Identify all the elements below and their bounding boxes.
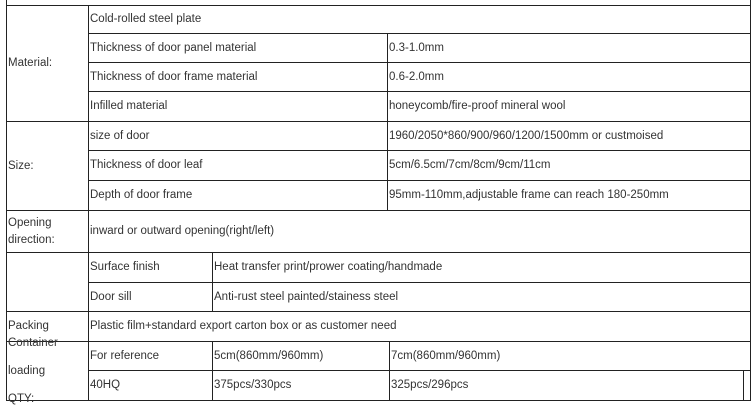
material-cell bbox=[88, 5, 751, 34]
finish-value bbox=[212, 282, 751, 312]
material-value bbox=[387, 33, 751, 63]
finish-label bbox=[6, 252, 89, 312]
cell-text: Plastic film+standard export carton box or as customer need bbox=[90, 320, 397, 332]
container-cell bbox=[212, 370, 390, 401]
cell-text: Infilled material bbox=[90, 100, 168, 112]
cell-text: 7cm(860mm/960mm) bbox=[391, 349, 501, 362]
material-cell bbox=[88, 33, 388, 63]
material-value bbox=[387, 62, 751, 92]
cell-text: 40HQ bbox=[90, 379, 121, 391]
cell-text: For reference bbox=[90, 349, 160, 362]
size-value bbox=[387, 121, 751, 151]
cell-text: honeycomb/fire-proof mineral wool bbox=[389, 100, 566, 112]
cell-text: 5cm(860mm/960mm) bbox=[214, 349, 324, 362]
cell-text: Depth of door frame bbox=[90, 189, 193, 201]
material-cell bbox=[88, 91, 388, 122]
cell-text: Thickness of door panel material bbox=[90, 41, 257, 54]
size-cell bbox=[88, 150, 388, 181]
material-label bbox=[6, 5, 89, 122]
cell-text: 325pcs/296pcs bbox=[391, 379, 469, 391]
cell-text: size of door bbox=[90, 129, 150, 142]
cell-text: Thickness of door leaf bbox=[90, 159, 203, 171]
opening-label bbox=[6, 210, 89, 253]
label-text: Material: bbox=[8, 57, 53, 69]
label-text: Opening direction: bbox=[8, 216, 55, 246]
cell-text: 0.6-2.0mm bbox=[389, 70, 444, 83]
container-cell bbox=[88, 341, 213, 371]
cell-text: Thickness of door frame material bbox=[90, 70, 258, 83]
packing-value bbox=[88, 311, 751, 342]
cell-text: 1960/2050*860/900/960/1200/1500mm or custmoised bbox=[389, 129, 664, 142]
container-empty-cell bbox=[743, 370, 751, 401]
label-text: Size: bbox=[8, 159, 34, 172]
cell-text: inward or outward opening(right/left) bbox=[90, 225, 275, 237]
cell-text: Cold-rolled steel plate bbox=[90, 13, 202, 25]
finish-value bbox=[212, 252, 751, 283]
container-cell bbox=[88, 370, 213, 401]
material-value bbox=[387, 91, 751, 122]
cell-text: 5cm/6.5cm/7cm/8cm/9cm/11cm bbox=[389, 159, 551, 171]
container-cell bbox=[389, 341, 751, 371]
cell-text: 375pcs/330pcs bbox=[214, 379, 292, 391]
size-value bbox=[387, 150, 751, 181]
cell-text: Door sill bbox=[90, 290, 132, 303]
opening-value bbox=[88, 210, 751, 253]
cell-text: Heat transfer print/prower coating/handmade bbox=[214, 261, 443, 273]
material-cell bbox=[88, 62, 388, 92]
label-text: Container loading QTY: bbox=[8, 337, 58, 405]
size-cell bbox=[88, 121, 388, 151]
finish-cell bbox=[88, 282, 213, 312]
size-value bbox=[387, 180, 751, 211]
container-cell bbox=[389, 370, 744, 401]
cell-text: Surface finish bbox=[90, 261, 160, 273]
cell-text: 0.3-1.0mm bbox=[389, 41, 444, 54]
size-cell bbox=[88, 180, 388, 211]
finish-cell bbox=[88, 252, 213, 283]
size-label bbox=[6, 121, 89, 211]
container-cell bbox=[212, 341, 390, 371]
cell-text: Anti-rust steel painted/stainess steel bbox=[214, 290, 399, 303]
cell-text: 95mm-110mm,adjustable frame can reach 180-250mm bbox=[389, 189, 669, 201]
label-text: Packing bbox=[8, 320, 49, 332]
container-label bbox=[6, 337, 89, 405]
